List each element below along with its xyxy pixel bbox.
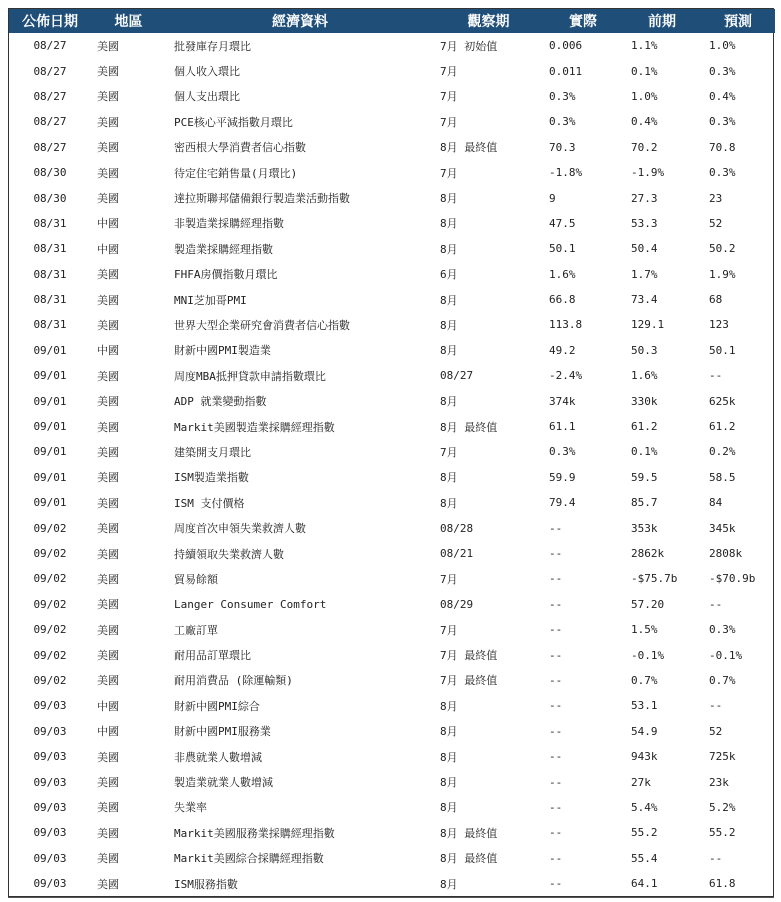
- forecast-cell: 345k: [709, 521, 736, 535]
- actual-cell: 59.9: [549, 470, 576, 484]
- table-row: [9, 744, 775, 769]
- actual-cell: --: [549, 877, 563, 891]
- previous-cell: 50.4: [631, 242, 658, 256]
- table-row: [9, 414, 775, 439]
- period-cell: 08/29: [440, 597, 474, 611]
- table-row: [9, 719, 775, 744]
- indicator-name-cell: Langer Consumer Comfort: [174, 597, 327, 611]
- actual-cell: 0.3%: [549, 445, 576, 459]
- bottom-divider: [8, 897, 774, 898]
- table-row: [9, 846, 775, 871]
- table-row: [9, 262, 775, 287]
- release-date-cell: 09/02: [33, 673, 67, 687]
- release-date-cell: 09/01: [33, 445, 67, 459]
- forecast-cell: 5.2%: [709, 800, 736, 814]
- indicator-name-cell: 持續領取失業救濟人數: [174, 547, 284, 561]
- release-date-cell: 08/31: [33, 216, 67, 230]
- forecast-cell: 84: [709, 496, 723, 510]
- release-date-cell: 09/03: [33, 826, 67, 840]
- table-row: [9, 84, 775, 109]
- forecast-cell: --: [709, 597, 723, 611]
- forecast-cell: 1.0%: [709, 39, 736, 53]
- release-date-cell: 09/01: [33, 420, 67, 434]
- actual-cell: 0.006: [549, 39, 583, 53]
- period-cell: 8月: [440, 344, 458, 358]
- release-date-cell: 09/03: [33, 724, 67, 738]
- indicator-name-cell: 財新中國PMI製造業: [174, 344, 271, 358]
- release-date-cell: 08/31: [33, 293, 67, 307]
- indicator-name-cell: 待定住宅銷售量(月環比): [174, 166, 298, 180]
- indicator-name-cell: Markit美國製造業採購經理指數: [174, 420, 335, 434]
- table-row: [9, 287, 775, 312]
- previous-cell: 1.1%: [631, 39, 658, 53]
- actual-cell: 49.2: [549, 343, 576, 357]
- indicator-name-cell: 失業率: [174, 801, 207, 815]
- region-cell: 美國: [97, 395, 119, 409]
- table-row: [9, 388, 775, 413]
- previous-cell: 85.7: [631, 496, 658, 510]
- actual-cell: 47.5: [549, 216, 576, 230]
- previous-cell: 0.7%: [631, 673, 658, 687]
- actual-cell: --: [549, 851, 563, 865]
- indicator-name-cell: ISM製造業指數: [174, 471, 249, 485]
- table-row: [9, 795, 775, 820]
- indicator-name-cell: 世界大型企業研究會消費者信心指數: [174, 318, 350, 332]
- previous-cell: 61.2: [631, 420, 658, 434]
- header-period: 觀察期: [467, 14, 510, 30]
- indicator-name-cell: MNI芝加哥PMI: [174, 293, 247, 307]
- period-cell: 7月: [440, 166, 458, 180]
- forecast-cell: 61.2: [709, 420, 736, 434]
- indicator-name-cell: 財新中國PMI服務業: [174, 725, 271, 739]
- economic-calendar-table: [9, 9, 775, 896]
- forecast-cell: 0.7%: [709, 673, 736, 687]
- period-cell: 8月: [440, 217, 458, 231]
- actual-cell: --: [549, 521, 563, 535]
- table-row: [9, 490, 775, 515]
- previous-cell: 54.9: [631, 724, 658, 738]
- release-date-cell: 08/31: [33, 242, 67, 256]
- indicator-name-cell: 財新中國PMI綜合: [174, 699, 260, 713]
- forecast-cell: 50.2: [709, 242, 736, 256]
- table-row: [9, 541, 775, 566]
- release-date-cell: 08/30: [33, 166, 67, 180]
- region-cell: 美國: [97, 547, 119, 561]
- actual-cell: --: [549, 724, 563, 738]
- header-actual: 實際: [569, 14, 597, 30]
- indicator-name-cell: 周度首次申領失業救濟人數: [174, 522, 306, 536]
- table-row: [9, 668, 775, 693]
- forecast-cell: --: [709, 699, 723, 713]
- forecast-cell: 123: [709, 318, 729, 332]
- forecast-cell: 1.9%: [709, 267, 736, 281]
- table-row: [9, 58, 775, 83]
- header-release-date: 公佈日期: [22, 14, 78, 30]
- period-cell: 8月: [440, 877, 458, 891]
- release-date-cell: 09/01: [33, 343, 67, 357]
- release-date-cell: 09/01: [33, 470, 67, 484]
- actual-cell: --: [549, 597, 563, 611]
- previous-cell: 1.7%: [631, 267, 658, 281]
- actual-cell: -1.8%: [549, 166, 583, 180]
- forecast-cell: 50.1: [709, 343, 736, 357]
- previous-cell: 1.5%: [631, 623, 658, 637]
- period-cell: 08/28: [440, 521, 474, 535]
- indicator-name-cell: 製造業採購經理指數: [174, 242, 273, 256]
- previous-cell: 27.3: [631, 191, 658, 205]
- table-row: [9, 871, 775, 896]
- period-cell: 7月: [440, 115, 458, 129]
- release-date-cell: 09/02: [33, 572, 67, 586]
- previous-cell: 2862k: [631, 547, 665, 560]
- previous-cell: 1.0%: [631, 89, 658, 103]
- actual-cell: --: [549, 648, 563, 662]
- previous-cell: 64.1: [631, 877, 658, 891]
- actual-cell: --: [549, 623, 563, 637]
- actual-cell: --: [549, 547, 563, 560]
- region-cell: 美國: [97, 750, 119, 764]
- actual-cell: --: [549, 673, 563, 687]
- table-row: [9, 515, 775, 540]
- region-cell: 美國: [97, 649, 119, 663]
- indicator-name-cell: 批發庫存月環比: [174, 39, 251, 53]
- release-date-cell: 09/02: [33, 648, 67, 662]
- forecast-cell: 70.8: [709, 140, 736, 154]
- period-cell: 8月: [440, 395, 458, 409]
- period-cell: 8月: [440, 471, 458, 485]
- period-cell: 7月: [440, 572, 458, 586]
- indicator-name-cell: 周度MBA抵押貸款申請指數環比: [174, 369, 326, 383]
- actual-cell: 374k: [549, 394, 576, 408]
- region-cell: 中國: [97, 699, 119, 713]
- region-cell: 美國: [97, 318, 119, 332]
- period-cell: 7月: [440, 90, 458, 104]
- actual-cell: 0.3%: [549, 89, 576, 103]
- forecast-cell: 0.3%: [709, 64, 736, 78]
- actual-cell: 0.011: [549, 64, 583, 78]
- indicator-name-cell: 耐用品訂單環比: [174, 649, 251, 663]
- forecast-cell: -0.1%: [709, 648, 743, 662]
- previous-cell: 53.3: [631, 216, 658, 230]
- table-row: [9, 617, 775, 642]
- release-date-cell: 08/27: [33, 39, 67, 53]
- region-cell: 美國: [97, 623, 119, 637]
- actual-cell: --: [549, 800, 563, 814]
- period-cell: 8月 最終值: [440, 826, 498, 840]
- forecast-cell: 68: [709, 293, 723, 307]
- previous-cell: -1.9%: [631, 166, 665, 180]
- indicator-name-cell: 耐用消費品 (除運輸類): [174, 674, 293, 688]
- forecast-cell: 0.3%: [709, 623, 736, 637]
- region-cell: 美國: [97, 65, 119, 79]
- period-cell: 8月: [440, 293, 458, 307]
- release-date-cell: 09/02: [33, 597, 67, 611]
- header-economic-data: 經濟資料: [272, 14, 328, 30]
- period-cell: 8月: [440, 496, 458, 510]
- forecast-cell: 61.8: [709, 877, 736, 891]
- actual-cell: 1.6%: [549, 267, 576, 281]
- period-cell: 8月 最終值: [440, 420, 498, 434]
- release-date-cell: 08/30: [33, 191, 67, 205]
- region-cell: 美國: [97, 445, 119, 459]
- indicator-name-cell: ISM 支付價格: [174, 496, 245, 510]
- indicator-name-cell: 非製造業採購經理指數: [174, 217, 284, 231]
- table-row: [9, 33, 775, 58]
- previous-cell: 53.1: [631, 699, 658, 713]
- period-cell: 8月: [440, 242, 458, 256]
- period-cell: 8月: [440, 318, 458, 332]
- actual-cell: --: [549, 826, 563, 840]
- actual-cell: 0.3%: [549, 115, 576, 129]
- forecast-cell: 23k: [709, 775, 729, 789]
- region-cell: 美國: [97, 293, 119, 307]
- table-row: [9, 642, 775, 667]
- table-row: [9, 135, 775, 160]
- indicator-name-cell: 個人支出環比: [174, 90, 240, 104]
- forecast-cell: 0.3%: [709, 115, 736, 129]
- table-row: [9, 160, 775, 185]
- indicator-name-cell: PCE核心平減指數月環比: [174, 115, 293, 129]
- forecast-cell: 55.2: [709, 826, 736, 840]
- region-cell: 美國: [97, 141, 119, 155]
- previous-cell: 5.4%: [631, 800, 658, 814]
- previous-cell: 50.3: [631, 343, 658, 357]
- forecast-cell: 625k: [709, 394, 736, 408]
- previous-cell: 55.2: [631, 826, 658, 840]
- region-cell: 美國: [97, 471, 119, 485]
- region-cell: 美國: [97, 420, 119, 434]
- table-row: [9, 312, 775, 337]
- forecast-cell: 0.2%: [709, 445, 736, 459]
- forecast-cell: 0.4%: [709, 89, 736, 103]
- previous-cell: 27k: [631, 775, 651, 789]
- region-cell: 美國: [97, 674, 119, 688]
- period-cell: 8月 最終值: [440, 141, 498, 155]
- indicator-name-cell: 製造業就業人數增減: [174, 776, 273, 790]
- region-cell: 中國: [97, 344, 119, 358]
- forecast-cell: 725k: [709, 750, 736, 764]
- region-cell: 美國: [97, 877, 119, 891]
- previous-cell: 0.1%: [631, 64, 658, 78]
- table-row: [9, 439, 775, 464]
- release-date-cell: 09/03: [33, 851, 67, 865]
- release-date-cell: 09/02: [33, 521, 67, 535]
- indicator-name-cell: Markit美國服務業採購經理指數: [174, 826, 335, 840]
- table-row: [9, 338, 775, 363]
- actual-cell: 79.4: [549, 496, 576, 510]
- table-row: [9, 363, 775, 388]
- release-date-cell: 09/01: [33, 394, 67, 408]
- header-previous: 前期: [648, 14, 676, 30]
- release-date-cell: 09/02: [33, 623, 67, 637]
- indicator-name-cell: 個人收入環比: [174, 65, 240, 79]
- region-cell: 美國: [97, 39, 119, 53]
- forecast-cell: --: [709, 851, 723, 865]
- indicator-name-cell: ISM服務指數: [174, 877, 238, 891]
- actual-cell: 61.1: [549, 420, 576, 434]
- indicator-name-cell: 密西根大學消費者信心指數: [174, 141, 306, 155]
- period-cell: 8月: [440, 776, 458, 790]
- actual-cell: --: [549, 775, 563, 789]
- region-cell: 中國: [97, 217, 119, 231]
- actual-cell: 70.3: [549, 140, 576, 154]
- actual-cell: --: [549, 572, 563, 586]
- region-cell: 美國: [97, 801, 119, 815]
- period-cell: 7月 最終值: [440, 674, 498, 688]
- previous-cell: 943k: [631, 750, 658, 764]
- table-row: [9, 566, 775, 591]
- actual-cell: 113.8: [549, 318, 583, 332]
- period-cell: 7月 最終值: [440, 649, 498, 663]
- region-cell: 美國: [97, 115, 119, 129]
- forecast-cell: -$70.9b: [709, 572, 756, 586]
- previous-cell: 70.2: [631, 140, 658, 154]
- actual-cell: -2.4%: [549, 369, 583, 383]
- region-cell: 美國: [97, 852, 119, 866]
- forecast-cell: 52: [709, 216, 723, 230]
- previous-cell: 129.1: [631, 318, 665, 332]
- release-date-cell: 09/03: [33, 699, 67, 713]
- previous-cell: 0.1%: [631, 445, 658, 459]
- release-date-cell: 08/27: [33, 115, 67, 129]
- region-cell: 美國: [97, 522, 119, 536]
- forecast-cell: 0.3%: [709, 166, 736, 180]
- table-row: [9, 465, 775, 490]
- header-region: 地區: [114, 14, 143, 30]
- release-date-cell: 08/31: [33, 267, 67, 281]
- indicator-name-cell: 建築開支月環比: [174, 445, 251, 459]
- actual-cell: 9: [549, 191, 556, 205]
- forecast-cell: 23: [709, 191, 723, 205]
- actual-cell: --: [549, 750, 563, 764]
- table-row: [9, 236, 775, 261]
- previous-cell: 55.4: [631, 851, 658, 865]
- forecast-cell: --: [709, 369, 723, 383]
- actual-cell: 50.1: [549, 242, 576, 256]
- period-cell: 7月: [440, 623, 458, 637]
- release-date-cell: 08/27: [33, 64, 67, 78]
- release-date-cell: 08/27: [33, 89, 67, 103]
- release-date-cell: 09/03: [33, 800, 67, 814]
- table-row: [9, 109, 775, 134]
- indicator-name-cell: ADP 就業變動指數: [174, 395, 267, 409]
- period-cell: 8月: [440, 699, 458, 713]
- release-date-cell: 09/01: [33, 496, 67, 510]
- indicator-name-cell: FHFA房價指數月環比: [174, 268, 278, 282]
- previous-cell: 353k: [631, 521, 658, 535]
- table-row: [9, 820, 775, 845]
- period-cell: 7月 初始值: [440, 39, 498, 53]
- release-date-cell: 09/02: [33, 547, 67, 560]
- previous-cell: 0.4%: [631, 115, 658, 129]
- previous-cell: 1.6%: [631, 369, 658, 383]
- table-body: [9, 33, 775, 896]
- region-cell: 美國: [97, 572, 119, 586]
- release-date-cell: 09/01: [33, 369, 67, 383]
- period-cell: 8月: [440, 750, 458, 764]
- period-cell: 7月: [440, 65, 458, 79]
- region-cell: 中國: [97, 725, 119, 739]
- table-row: [9, 592, 775, 617]
- release-date-cell: 09/03: [33, 877, 67, 891]
- period-cell: 8月: [440, 192, 458, 206]
- previous-cell: 59.5: [631, 470, 658, 484]
- period-cell: 8月: [440, 801, 458, 815]
- region-cell: 美國: [97, 598, 119, 612]
- indicator-name-cell: 工廠訂單: [174, 623, 218, 637]
- period-cell: 8月: [440, 725, 458, 739]
- header-row: [9, 9, 775, 33]
- region-cell: 美國: [97, 826, 119, 840]
- release-date-cell: 09/03: [33, 775, 67, 789]
- table-row: [9, 211, 775, 236]
- indicator-name-cell: Markit美國綜合採購經理指數: [174, 852, 324, 866]
- period-cell: 08/21: [440, 547, 474, 560]
- previous-cell: -0.1%: [631, 648, 665, 662]
- forecast-cell: 2808k: [709, 547, 743, 560]
- table-row: [9, 185, 775, 210]
- region-cell: 美國: [97, 90, 119, 104]
- period-cell: 7月: [440, 445, 458, 459]
- release-date-cell: 08/27: [33, 140, 67, 154]
- previous-cell: 73.4: [631, 293, 658, 307]
- region-cell: 美國: [97, 496, 119, 510]
- region-cell: 美國: [97, 776, 119, 790]
- economic-calendar-frame: [8, 8, 774, 897]
- release-date-cell: 08/31: [33, 318, 67, 332]
- region-cell: 美國: [97, 268, 119, 282]
- indicator-name-cell: 達拉斯聯邦儲備銀行製造業活動指數: [174, 192, 350, 206]
- region-cell: 美國: [97, 192, 119, 206]
- indicator-name-cell: 非農就業人數增減: [174, 750, 262, 764]
- actual-cell: --: [549, 699, 563, 713]
- indicator-name-cell: 貿易餘額: [174, 572, 218, 586]
- actual-cell: 66.8: [549, 293, 576, 307]
- forecast-cell: 52: [709, 724, 723, 738]
- header-forecast: 預測: [724, 14, 752, 30]
- region-cell: 美國: [97, 166, 119, 180]
- forecast-cell: 58.5: [709, 470, 736, 484]
- release-date-cell: 09/03: [33, 750, 67, 764]
- previous-cell: 330k: [631, 394, 658, 408]
- table-row: [9, 769, 775, 794]
- previous-cell: -$75.7b: [631, 572, 678, 586]
- region-cell: 中國: [97, 242, 119, 256]
- previous-cell: 57.20: [631, 597, 665, 611]
- table-row: [9, 693, 775, 718]
- period-cell: 8月 最終值: [440, 852, 498, 866]
- region-cell: 美國: [97, 369, 119, 383]
- period-cell: 08/27: [440, 369, 474, 383]
- period-cell: 6月: [440, 268, 458, 282]
